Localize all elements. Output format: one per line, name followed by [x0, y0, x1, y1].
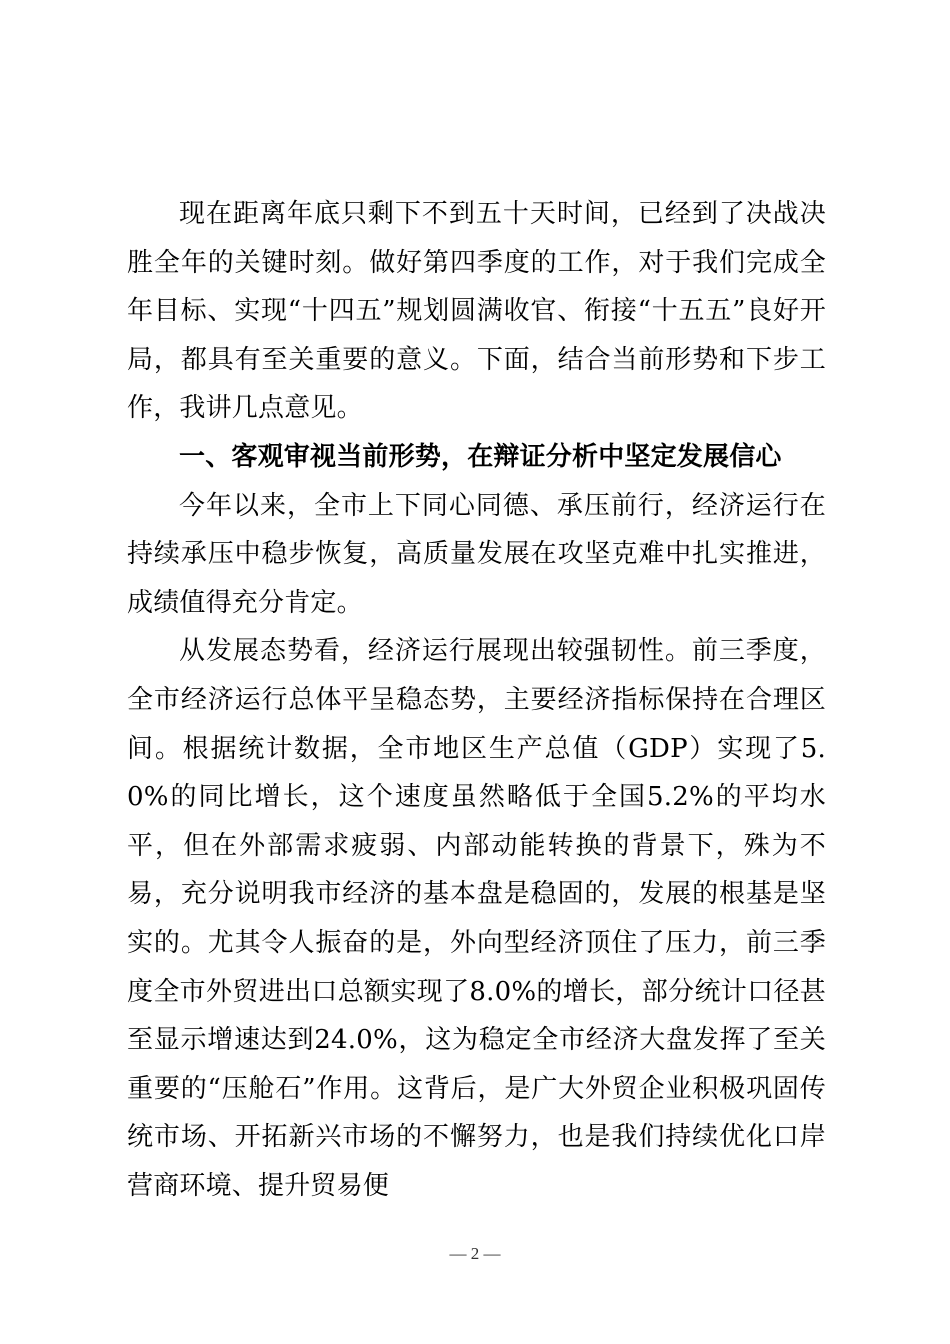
paragraph-development-trend: 从发展态势看，经济运行展现出较强韧性。前三季度，全市经济运行总体平呈稳态势，主要经济指标保持在合理区间。根据统计数据，全市地区生产总值（GDP）实现了5.0%的同比增长，这个速度虽然略低于全国5.2%的平均水平，但在外部需求疲弱、内部动能转换的背景下，殊为不易，充分说明我市经济的基本盘是稳固的，发展的根基是坚实的。尤其令人振奋的是，外向型经济顶住了压力，前三季度全市外贸进出口总额实现了8.0%的增长，部分统计口径甚至显示增速达到24.0%，这为稳定全市经济大盘发挥了至关重要的“压舱石”作用。这背后，是广大外贸企业积极巩固传统市场、开拓新兴市场的不懈努力，也是我们持续优化口岸营商环境、提升贸易便 [127, 636, 826, 1201]
paragraph-overview: 今年以来，全市上下同心同德、承压前行，经济运行在持续承压中稳步恢复，高质量发展在攻坚克难中扎实推进，成绩值得充分肯定。 [127, 490, 826, 618]
paragraph-intro: 现在距离年底只剩下不到五十天时间，已经到了决战决胜全年的关键时刻。做好第四季度的工作，对于我们完成全年目标、实现“十四五”规划圆满收官、衔接“十五五”良好开局，都具有至关重要的意义。下面，结合当前形势和下步工作，我讲几点意见。 [127, 199, 826, 424]
document-body [127, 190, 826, 1210]
section-heading: 一、客观审视当前形势，在辩证分析中坚定发展信心 [179, 441, 782, 472]
page-number: — 2 — [449, 1244, 501, 1263]
